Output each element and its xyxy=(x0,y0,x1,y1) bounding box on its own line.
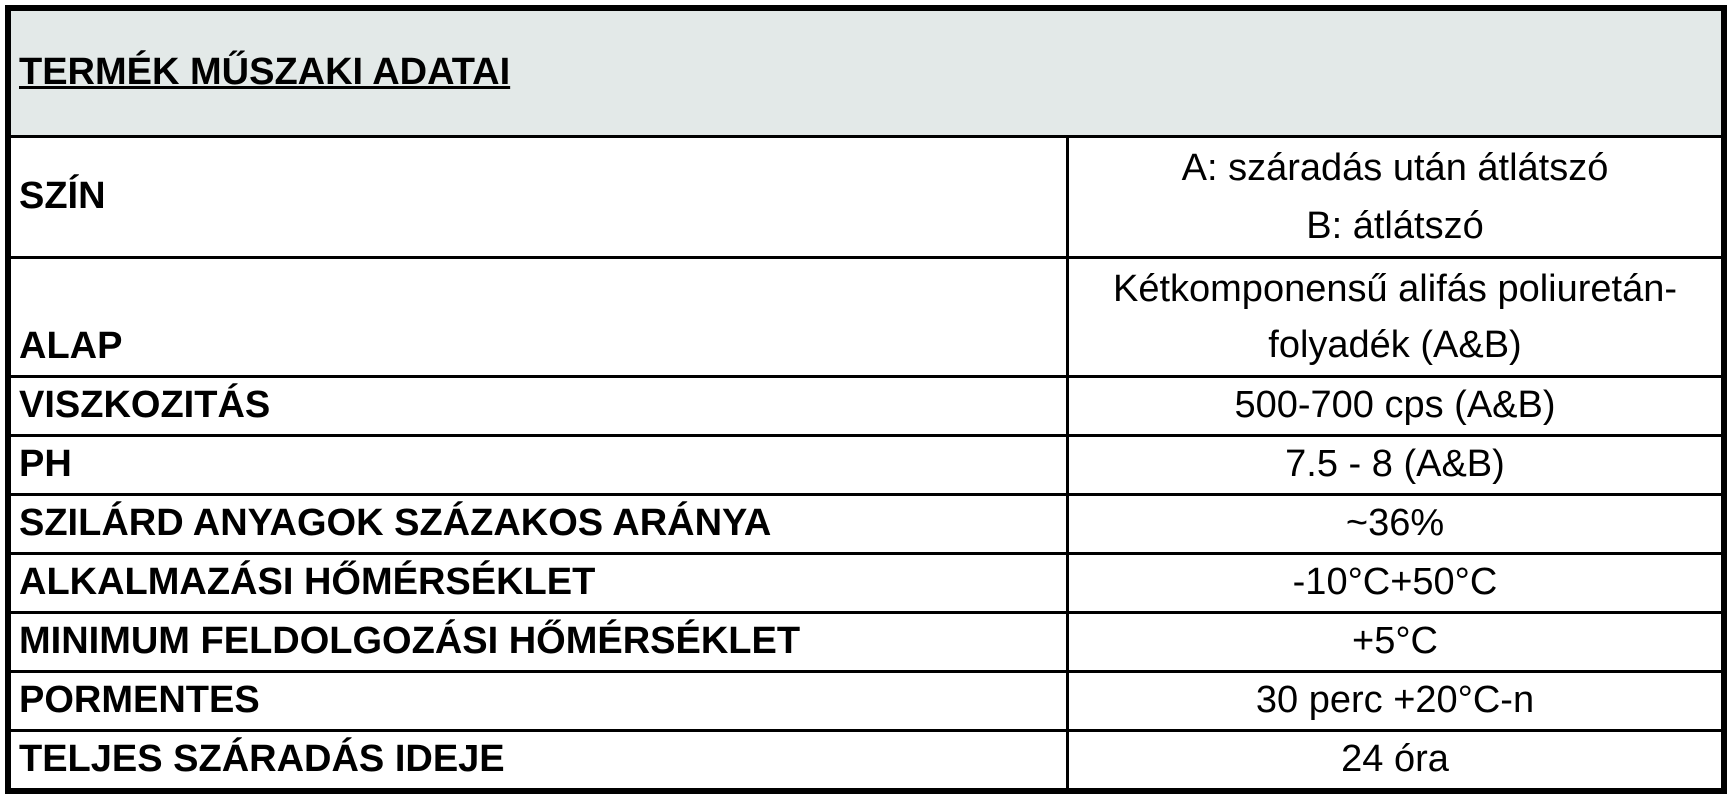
row-value-base xyxy=(1068,258,1723,377)
value-line: A: száradás után átlátszó xyxy=(1181,147,1609,189)
row-label-full-drying-time: TELJES SZÁRADÁS IDEJE xyxy=(10,731,1068,790)
table-title: TERMÉK MŰSZAKI ADATAI xyxy=(10,10,1723,137)
row-label-color: SZÍN xyxy=(10,137,1068,258)
row-label-solids: SZILÁRD ANYAGOK SZÁZAKOS ARÁNYA xyxy=(10,495,1068,554)
table-row xyxy=(10,377,1723,436)
table-row xyxy=(10,613,1723,672)
value-line: folyadék (A&B) xyxy=(1268,324,1522,366)
spec-sheet xyxy=(5,5,1727,794)
row-value-min-processing-temp: +5°C xyxy=(1068,613,1723,672)
title-row xyxy=(10,10,1723,137)
row-label-base: ALAP xyxy=(10,258,1068,377)
table-row xyxy=(10,495,1723,554)
table-row xyxy=(10,436,1723,495)
row-label-application-temp: ALKALMAZÁSI HŐMÉRSÉKLET xyxy=(10,554,1068,613)
row-value-application-temp: -10°C+50°C xyxy=(1068,554,1723,613)
value-line: Kétkomponensű alifás poliuretán- xyxy=(1112,268,1677,310)
row-label-min-processing-temp: MINIMUM FELDOLGOZÁSI HŐMÉRSÉKLET xyxy=(10,613,1068,672)
row-label-ph: PH xyxy=(10,436,1068,495)
spec-table xyxy=(8,8,1724,791)
table-row xyxy=(10,672,1723,731)
row-value-solids: ~36% xyxy=(1068,495,1723,554)
row-value-ph: 7.5 - 8 (A&B) xyxy=(1068,436,1723,495)
row-value-viscosity: 500-700 cps (A&B) xyxy=(1068,377,1723,436)
row-label-viscosity: VISZKOZITÁS xyxy=(10,377,1068,436)
row-value-color xyxy=(1068,137,1723,258)
row-value-dust-free: 30 perc +20°C-n xyxy=(1068,672,1723,731)
table-row xyxy=(10,731,1723,790)
table-row xyxy=(10,258,1723,377)
table-row xyxy=(10,137,1723,258)
row-label-dust-free: PORMENTES xyxy=(10,672,1068,731)
row-value-full-drying-time: 24 óra xyxy=(1068,731,1723,790)
table-row xyxy=(10,554,1723,613)
value-line: B: átlátszó xyxy=(1306,205,1484,247)
